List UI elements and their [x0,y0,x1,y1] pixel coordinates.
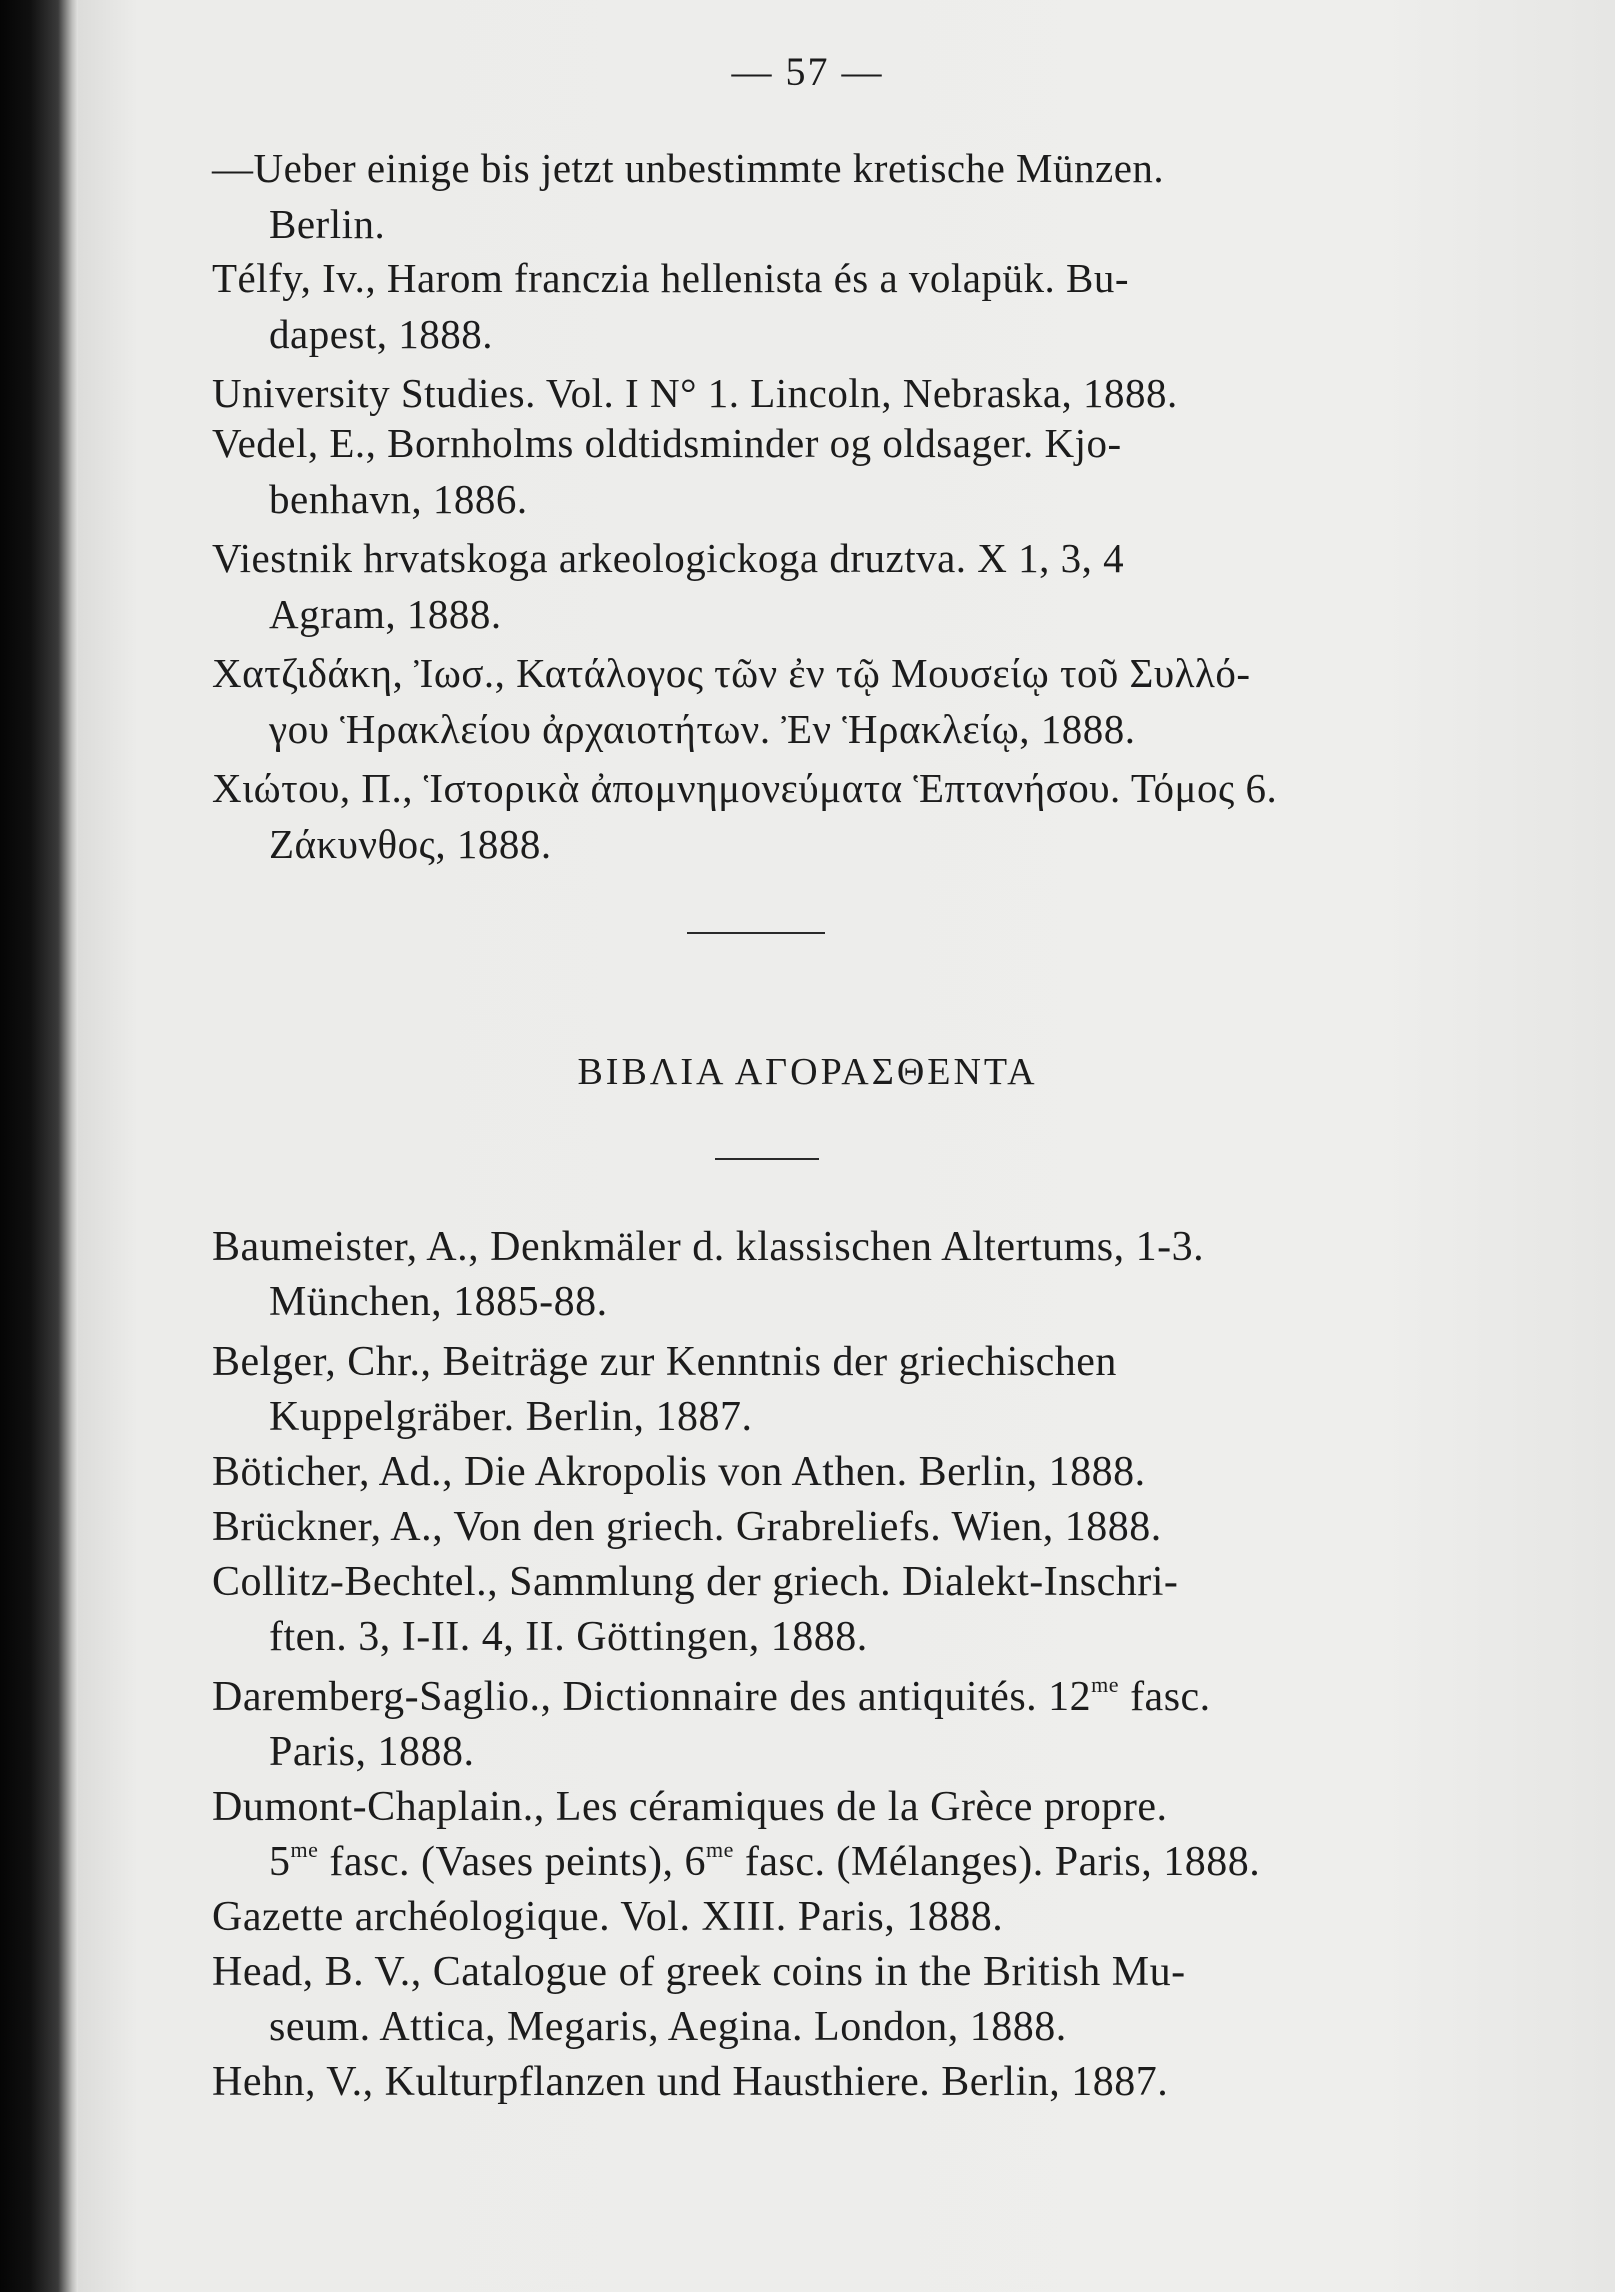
entry-line-text: Daremberg-Saglio., Dictionnaire des antiquités. 12 [212,1674,1092,1720]
entry-line: Χιώτου, Π., Ἱστορικὰ ἀπομνημονεύματα Ἑπτανήσου. Τόμος 6. [212,765,1278,811]
entry-line: University Studies. Vol. I N° 1. Lincoln, Nebraska, 1888. [212,370,1178,416]
superscript: me [1091,1672,1120,1697]
entry-line: Brückner, A., Von den griech. Grabreliefs. Wien, 1888. [212,1504,1162,1550]
entry-line: Dumont-Chaplain., Les céramiques de la Grèce propre. [212,1784,1168,1830]
entry-line: Ζάκυνθος, 1888. [269,821,552,867]
bibliography-entry [212,1670,1312,1780]
bibliography-entry [212,250,1312,362]
entry-line: —Ueber einige bis jetzt unbestimmte kretische Münzen. [212,145,1165,191]
entry-line: Belger, Chr., Beiträge zur Kenntnis der griechischen [212,1339,1117,1385]
entry-line: dapest, 1888. [269,311,493,357]
entry-line: γου Ἡρακλείου ἀρχαιοτήτων. Ἐν Ἡρακλείῳ, 1888. [269,706,1136,752]
bibliography-entry [212,1780,1312,1890]
entry-line-text: fasc. (Mélanges). Paris, 1888. [733,1839,1261,1885]
section-divider [687,932,825,934]
bibliography-entry [212,645,1312,757]
entry-line: Paris, 1888. [269,1729,475,1775]
entry-line: Viestnik hrvatskoga arkeologickoga druztva. X 1, 3, 4 [212,535,1125,581]
entry-line: Vedel, E., Bornholms oldtidsminder og oldsager. Kjo- [212,420,1122,466]
bibliography-entry [212,1945,1312,2055]
entry-line: Böticher, Ad., Die Akropolis von Athen. Berlin, 1888. [212,1449,1146,1495]
entry-line [212,1670,1312,1725]
entry-line: Gazette archéologique. Vol. XIII. Paris, 1888. [212,1894,1004,1940]
entry-line: Χατζιδάκη, Ἰωσ., Κατάλογος τῶν ἐν τῷ Μουσείῳ τοῦ Συλλό- [212,650,1251,696]
entry-line: München, 1885-88. [269,1279,608,1325]
entry-line-text: 5 [269,1839,291,1885]
superscript: me [290,1837,319,1862]
bibliography-entry [212,1445,1312,1500]
bibliography-entry [212,365,1312,421]
bibliography-entry [212,415,1312,527]
superscript: me [705,1837,734,1862]
entry-line: seum. Attica, Megaris, Aegina. London, 1888. [269,2004,1067,2050]
entry-line-text: fasc. [1119,1674,1211,1720]
entry-line: Baumeister, A., Denkmäler d. klassischen Altertums, 1-3. [212,1224,1205,1270]
entry-line: Hehn, V., Kulturpflanzen und Hausthiere. Berlin, 1887. [212,2059,1169,2105]
bibliography-entry [212,2055,1312,2110]
bibliography-entry [212,530,1312,642]
entry-line: benhavn, 1886. [269,476,528,522]
entry-line-text: fasc. (Vases peints), 6 [318,1839,706,1885]
book-spine-shadow [0,0,78,2292]
bibliography-entry [212,1555,1312,1665]
entry-line: Collitz-Bechtel., Sammlung der griech. Dialekt-Inschri- [212,1559,1179,1605]
entry-line: Head, B. V., Catalogue of greek coins in the British Mu- [212,1949,1186,1995]
entry-line: ften. 3, I-II. 4, II. Göttingen, 1888. [269,1614,868,1660]
entry-line: Télfy, Iv., Harom franczia hellenista és a volapük. Bu- [212,255,1130,301]
section-heading: ΒΙΒΛΙΑ ΑΓΟΡΑΣΘΕΝΤΑ [577,1051,1038,1093]
heading-underline [715,1158,819,1160]
page-number: — 57 — [731,49,884,94]
entry-line: Berlin. [269,201,386,247]
entry-line [212,1835,1312,1890]
bibliography-entry [212,1890,1312,1945]
entry-line: Agram, 1888. [269,591,502,637]
bibliography-entry [212,1335,1312,1445]
bibliography-entry [212,140,1312,252]
bibliography-entry [212,760,1312,872]
entry-line: Kuppelgräber. Berlin, 1887. [269,1394,753,1440]
bibliography-entry [212,1500,1312,1555]
bibliography-entry [212,1220,1312,1330]
